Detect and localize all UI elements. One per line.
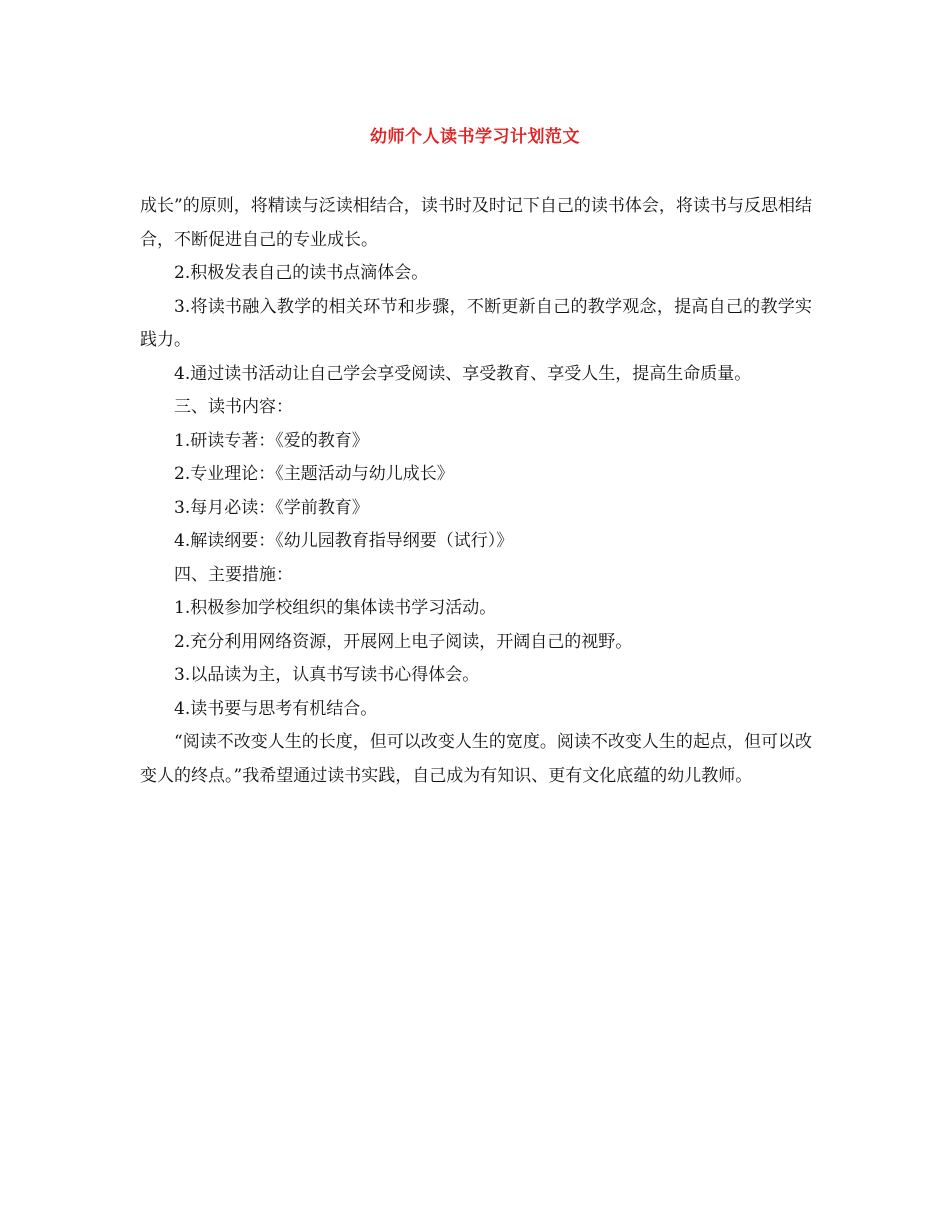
paragraph-principle: 成长”的原则，将精读与泛读相结合，读书时及时记下自己的读书体会，将读书与反思相结合，不断促进自己的专业成长。 (140, 196, 812, 250)
reading-item-3: 3.每月必读：《学前教育》 (174, 497, 369, 518)
section-heading-content: 三、读书内容： (174, 397, 293, 417)
reading-item-2: 2.专业理论：《主题活动与幼儿成长》 (174, 464, 454, 484)
section-heading-measures: 四、主要措施： (174, 564, 293, 585)
measure-item-2: 2.充分利用网络资源，开展网上电子阅读，开阔自己的视野。 (174, 631, 633, 652)
reading-item-1: 1.研读专著：《爱的教育》 (174, 430, 369, 451)
measure-item-4: 4.读书要与思考有机结合。 (174, 698, 378, 719)
measure-item-1: 1.积极参加学校组织的集体读书学习活动。 (174, 598, 497, 618)
paragraph-item-2-share: 2.积极发表自己的读书点滴体会。 (174, 263, 429, 283)
document-title: 幼师个人读书学习计划范文 (370, 127, 580, 147)
paragraph-closing-quote: “阅读不改变人生的长度，但可以改变人生的宽度。阅读不改变人生的起点，但可以改变人的终点。”我希望通过读书实践，自己成为有知识、更有文化底蕴的幼儿教师。 (140, 732, 812, 786)
paragraph-item-3-teaching: 3.将读书融入教学的相关环节和步骤，不断更新自己的教学观念，提高自己的教学实践力。 (140, 296, 812, 350)
paragraph-item-4-enjoy: 4.通过读书活动让自己学会享受阅读、享受教育、享受人生，提高生命质量。 (174, 363, 752, 384)
document-body (140, 190, 812, 793)
reading-item-4: 4.解读纲要：《幼儿园教育指导纲要（试行）》 (174, 531, 514, 551)
measure-item-3: 3.以品读为主，认真书写读书心得体会。 (174, 665, 480, 685)
